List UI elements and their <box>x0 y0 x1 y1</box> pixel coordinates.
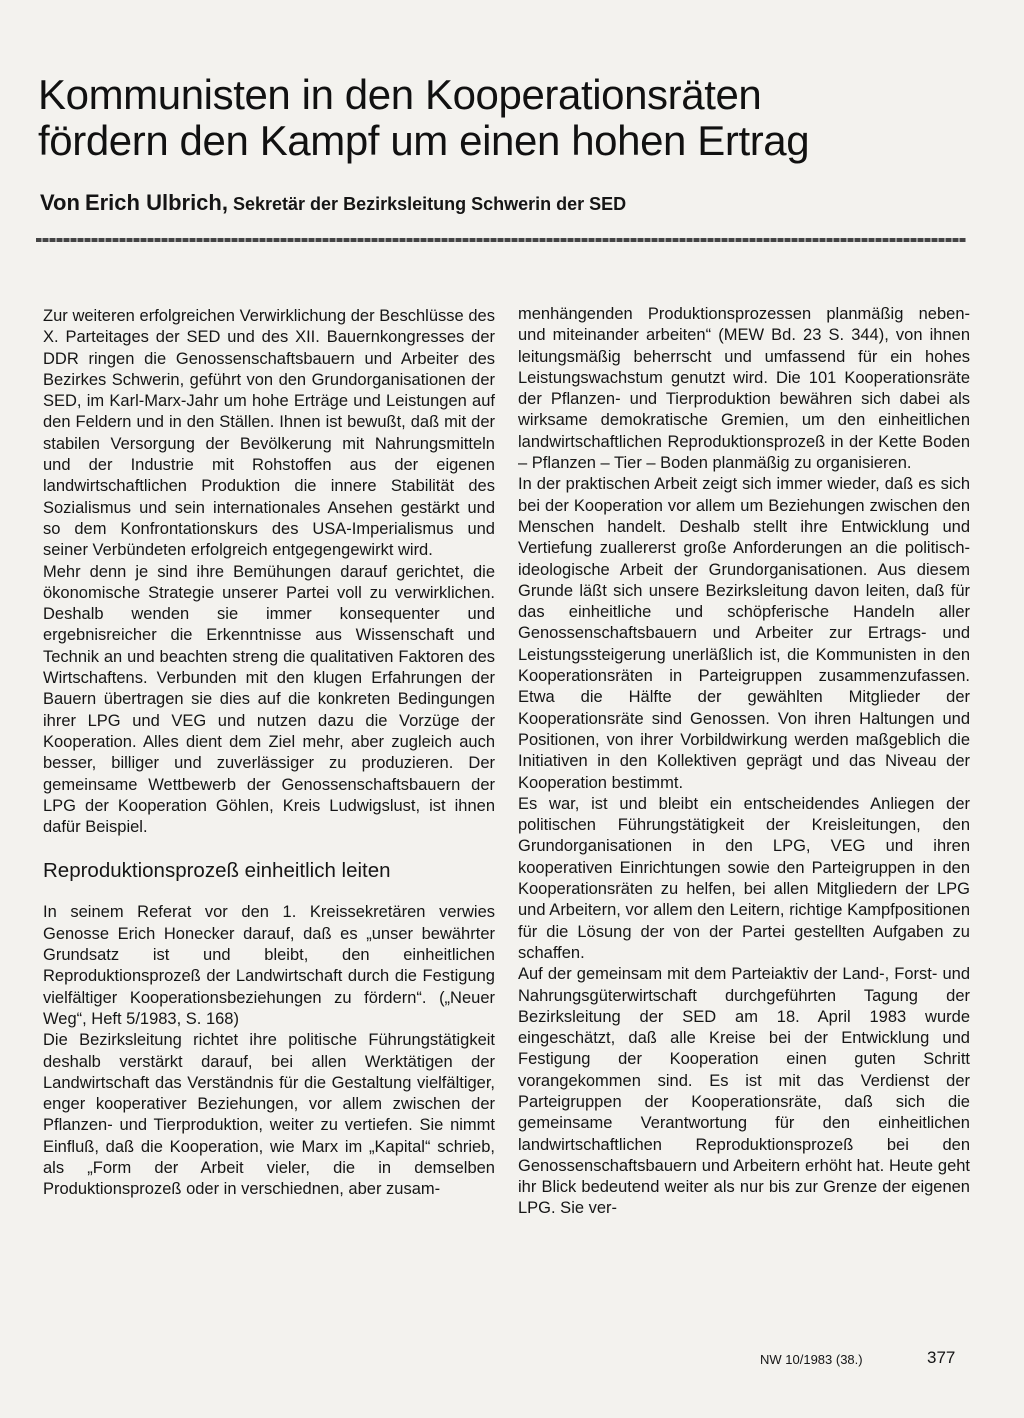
body-paragraph: In seinem Referat vor den 1. Kreissekretären verwies Genosse Erich Honecker darauf, daß es „unser bewährter Grundsatz ist und bleibt, den einheitlichen Reproduktionsprozeß der Landwirtschaft durch die Festigung vielfältiger Kooperationsbeziehungen zu fördern“. („Neuer Weg“, Heft 5/1983, S. 168) <box>43 903 495 1028</box>
body-paragraph: Auf der gemeinsam mit dem Parteiaktiv der Land-, Forst- und Nahrungsgüterwirtschaft durchgeführten Tagung der Bezirksleitung der SED am 18. April 1983 wurde eingeschätzt, daß alle Kreise bei der Entwicklung und Festigung der Kooperation einen guten Schritt vorangekommen sind. Es ist mit das Verdienst der Parteigruppen der Kooperationsräte, daß sich die gemeinsame Verantwortung für den einheitlichen landwirtschaftlichen Reproduktionsprozeß bei den Genossenschaftsbauern und Arbeitern erhöht hat. Heute geht ihr Blick bedeutend weiter als nur bis zur Grenze der eigenen LPG. Sie ver- <box>518 965 970 1218</box>
article-title <box>38 72 978 164</box>
title-line-1: Kommunisten in den Kooperationsräten <box>38 71 762 118</box>
body-paragraph: Die Bezirksleitung richtet ihre politische Führungstätigkeit deshalb verstärkt darauf, bei allen Werktätigen der Landwirtschaft das Verständnis für die Gestaltung vielfältiger, enger kooperativer Beziehungen, vor allem zwischen der Pflanzen- und Tierproduktion, weiter zu vertiefen. Sie nimmt Einfluß, daß die Kooperation, wie Marx im „Kapital“ schrieb, als „Form der Arbeit vieler, die in demselben Produktionsprozeß oder in verschiednen, aber zusam- <box>43 1031 495 1199</box>
issue-reference: NW 10/1983 (38.) <box>760 1352 863 1367</box>
byline-prefix: Von <box>40 190 80 215</box>
body-paragraph: Mehr denn je sind ihre Bemühungen darauf gerichtet, die ökonomische Strategie unserer Partei voll zu verwirklichen. Deshalb wenden sie immer konsequenter und ergebnisreicher die Erkenntnisse aus Wissenschaft und Technik an und beachten streng die qualitativen Faktoren des Wirtschaftens. Verbunden mit den klugen Erfahrungen der Bauern übertragen sie dies auf die konkreten Bedingungen ihrer LPG und VEG und nutzen dazu die Vorzüge der Kooperation. Alles dient dem Ziel mehr, aber zugleich auch besser, billiger und zuverlässiger zu produzieren. Der gemeinsame Wettbewerb der Genossenschaftsbauern der LPG der Kooperation Göhlen, Kreis Ludwigslust, ist ihnen dafür Beispiel. <box>43 562 495 837</box>
body-paragraph: In der praktischen Arbeit zeigt sich immer wieder, daß es sich bei der Kooperation vor allem um Beziehungen zwischen den Menschen handelt. Deshalb stellt ihre Entwicklung und Vertiefung zuallererst große Anforderungen an die politisch-ideologische Arbeit der Grundorganisationen. Aus diesem Grunde läßt sich unsere Bezirksleitung davon leiten, daß für das einheitliche und schöpferische Handeln aller Genossenschaftsbauern und Arbeiter zur Ertrags- und Leistungssteigerung unerläßlich ist, die Kommunisten in den Kooperationsräten in Parteigruppen zusammenzufassen. Etwa die Hälfte der gewählten Mitglieder der Kooperationsräte sind Genossen. Von ihren Haltungen und Positionen, von ihrer Vorbildwirkung werden maßgeblich die Initiativen in den Kollektiven geprägt und das Niveau der Kooperation bestimmt. <box>518 475 970 792</box>
header-divider <box>36 238 966 242</box>
body-paragraph: Zur weiteren erfolgreichen Verwirklichung der Beschlüsse des X. Parteitages der SED und des XII. Bauernkongresses der DDR ringen die Genossenschaftsbauern und Arbeiter des Bezirkes Schwerin, geführt von den Grundorganisationen der SED, im Karl-Marx-Jahr um hohe Erträge und Leistungen auf den Feldern und in den Ställen. Ihnen ist bewußt, daß mit der stabilen Versorgung der Bevölkerung mit Nahrungsmitteln und der Industrie mit Rohstoffen aus der eigenen landwirtschaftlichen Produktion die innere Stabilität des Sozialismus und sein internationales Ansehen gestärkt und so dem Konfrontationskurs des USA-Imperialismus und seiner Verbündeten erfolgreich entgegengewirkt wird. <box>43 307 495 560</box>
byline <box>40 190 940 217</box>
body-paragraph: Es war, ist und bleibt ein entscheidendes Anliegen der politischen Führungstätigkeit der Kreisleitungen, den Grundorganisationen in den LPG, VEG und ihren kooperativen Einrichtungen sowie den Parteigruppen in den Kooperationsräten zu helfen, bei allen Mitgliedern der LPG und Arbeitern, vor allem den Leitern, richtige Kampfpositionen für die Lösung der von der Partei gestellten Aufgaben zu schaffen. <box>518 794 970 962</box>
body-paragraph: menhängenden Produktionsprozessen planmäßig neben- und miteinander arbeiten“ (MEW Bd. 23 S. 344), von ihnen leitungsmäßig beherrscht und umfassend für ein hohes Leistungswachstum genutzt wird. Die 101 Kooperationsräte der Pflanzen- und Tierproduktion bewähren sich dabei als wirksame demokratische Gremien, um den einheitlichen landwirtschaftlichen Reproduktionsprozeß in der Kette Boden – Pflanzen – Tier – Boden planmäßig zu organisieren. <box>518 305 970 473</box>
left-column <box>43 306 495 1201</box>
page-number: 377 <box>927 1348 956 1367</box>
right-column <box>518 304 970 1220</box>
title-line-2: fördern den Kampf um einen hohen Ertrag <box>38 117 810 164</box>
author-name: Erich Ulbrich, <box>84 190 228 215</box>
author-role: Sekretär der Bezirksleitung Schwerin der SED <box>233 194 627 214</box>
section-subheading: Reproduktionsprozeß einheitlich leiten <box>43 859 391 883</box>
